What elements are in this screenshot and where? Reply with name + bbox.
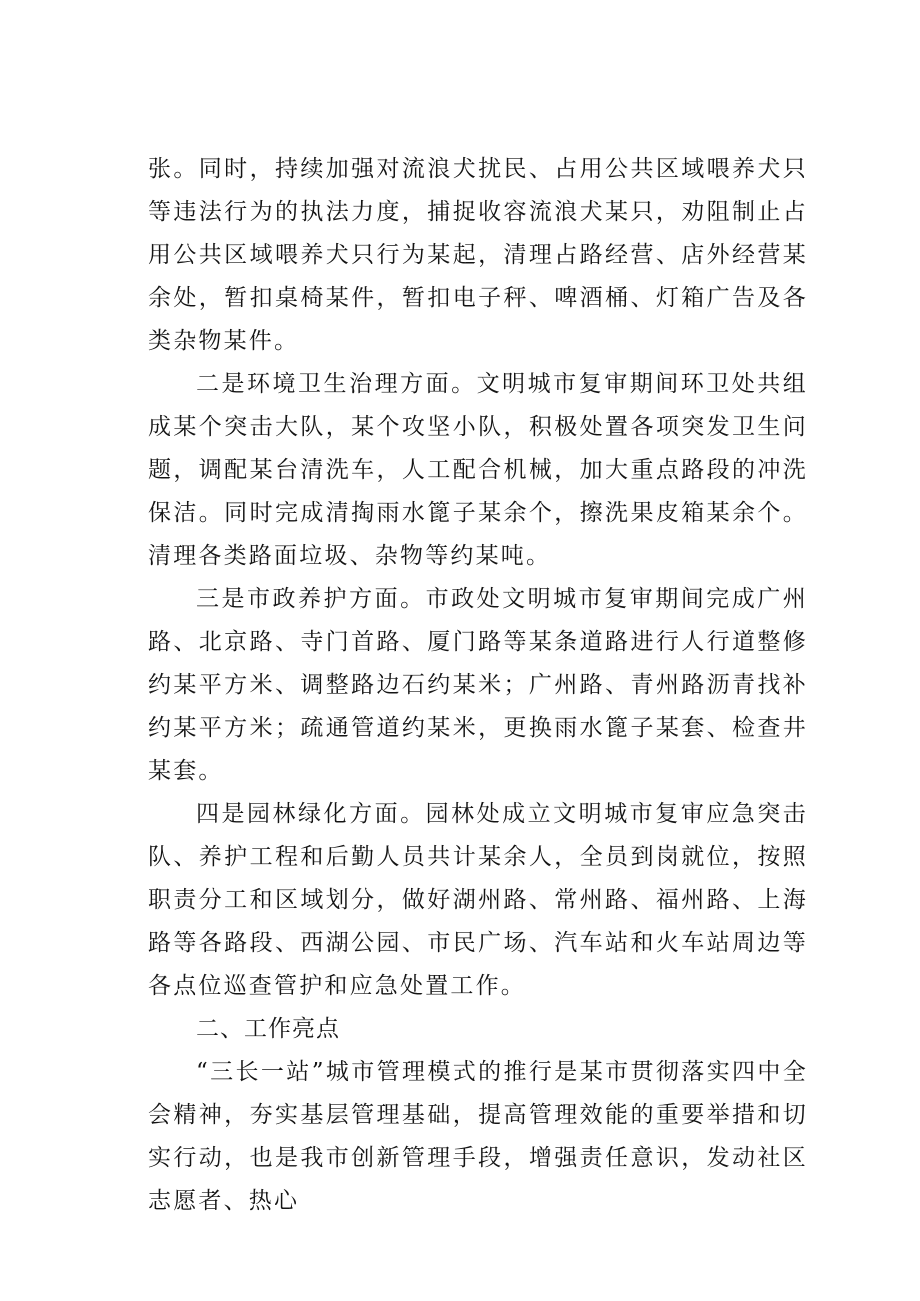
paragraph-three-chiefs-one-station: “三长一站”城市管理模式的推行是某市贯彻落实四中全会精神，夯实基层管理基础，提高管理效能的重要举措和切实行动，也是我市创新管理手段，增强责任意识，发动社区志愿者、热心 — [148, 1059, 808, 1214]
paragraph-law-enforcement-continuation: 张。同时，持续加强对流浪犬扰民、占用公共区域喂养犬只等违法行为的执法力度，捕捉收容流浪犬某只，劝阻制止占用公共区域喂养犬只行为某起，清理占路经营、店外经营某余处，暂扣桌椅某件，暂扣电子秤、啤酒桶、灯箱广告及各类杂物某件。 — [148, 156, 808, 354]
paragraph-landscaping-greening: 四是园林绿化方面。园林处成立文明城市复审应急突击队、养护工程和后勤人员共计某余人，全员到岗就位，按照职责分工和区域划分，做好湖州路、常州路、福州路、上海路等各路段、西湖公园、市民广场、汽车站和火车站周边等各点位巡查管护和应急处置工作。 — [148, 801, 808, 999]
section-heading-work-highlights: 二、工作亮点 — [196, 1016, 340, 1042]
paragraph-environmental-sanitation: 二是环境卫生治理方面。文明城市复审期间环卫处共组成某个突击大队，某个攻坚小队，积极处置各项突发卫生问题，调配某台清洗车，人工配合机械，加大重点路段的冲洗保洁。同时完成清掏雨水篦子某余个，擦洗果皮箱某余个。清理各类路面垃圾、杂物等约某吨。 — [148, 371, 808, 569]
paragraph-municipal-maintenance: 三是市政养护方面。市政处文明城市复审期间完成广州路、北京路、寺门首路、厦门路等某条道路进行人行道整修约某平方米、调整路边石约某米；广州路、青州路沥青找补约某平方米；疏通管道约某米，更换雨水篦子某套、检查井某套。 — [148, 586, 808, 784]
document-body — [148, 148, 808, 1223]
